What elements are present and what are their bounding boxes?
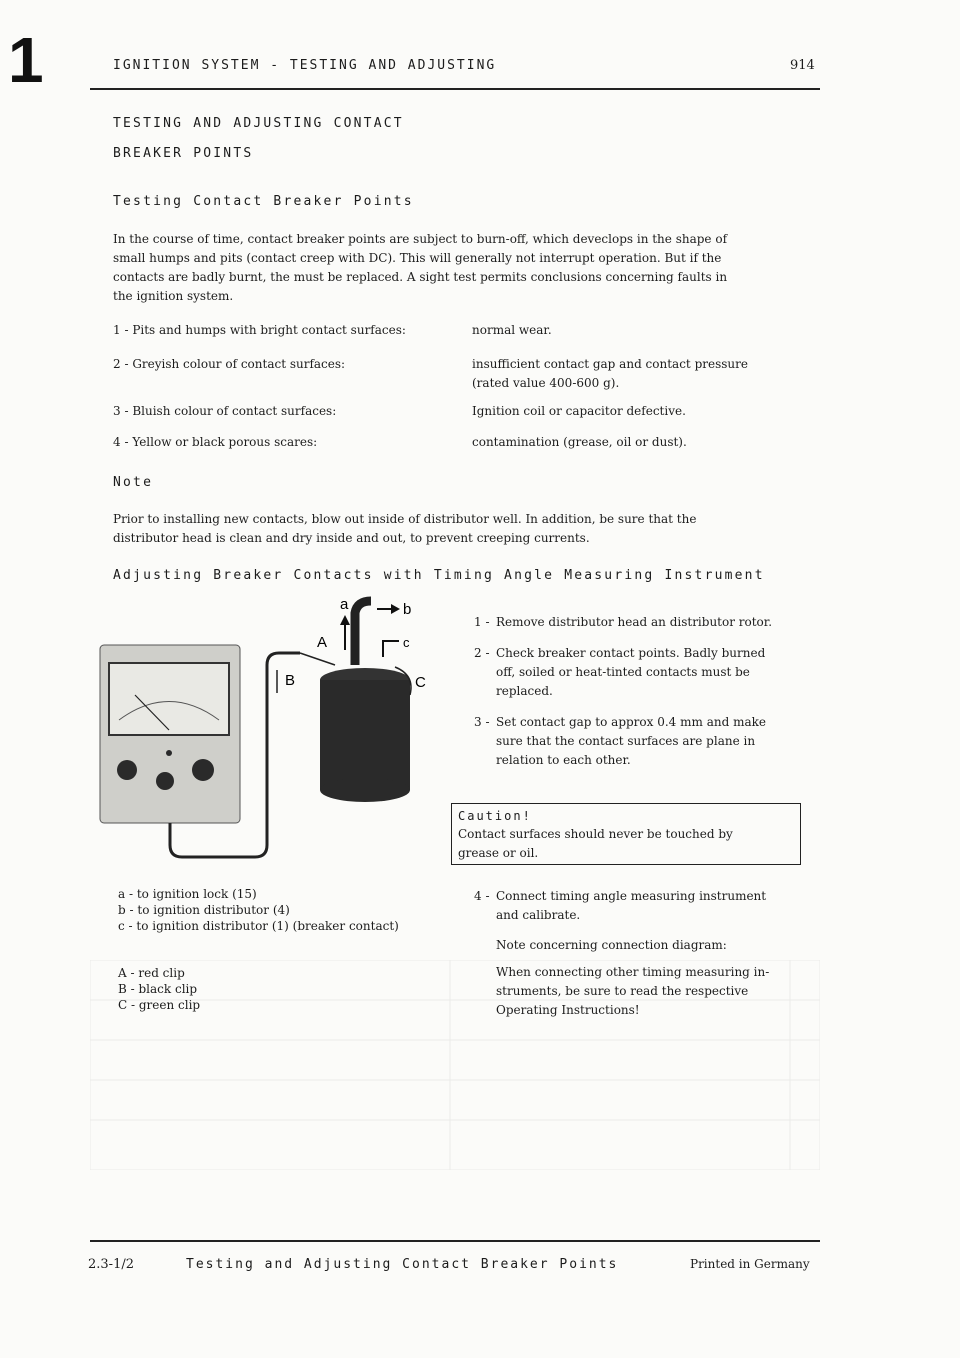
legend-item: c - to ignition distributor (1) (breaker contact)	[118, 919, 399, 933]
connection-note-heading: Note concerning connection diagram:	[496, 938, 727, 952]
arrow-a-head	[340, 615, 350, 625]
header-rule	[90, 88, 820, 90]
step-line: Remove distributor head an distributor rotor.	[496, 615, 773, 629]
legend-item: a - to ignition lock (15)	[118, 887, 257, 901]
header-title: IGNITION SYSTEM - TESTING AND ADJUSTING	[113, 58, 497, 73]
connection-diagram	[95, 595, 455, 870]
step-text	[496, 887, 766, 925]
step-line: off, soiled or heat-tinted contacts must be	[496, 665, 750, 679]
step-4	[474, 887, 814, 937]
step-text	[496, 713, 766, 770]
legend-item: B - black clip	[118, 982, 198, 996]
testing-paragraph	[113, 230, 793, 306]
note-paragraph	[113, 510, 793, 548]
paragraph-line: the ignition system.	[113, 289, 234, 303]
caution-box	[451, 803, 801, 865]
step-item	[474, 613, 814, 632]
section-title-line-1: TESTING AND ADJUSTING CONTACT	[113, 116, 404, 131]
step-item	[474, 713, 814, 770]
caution-line: Contact surfaces should never be touched by	[458, 827, 733, 841]
note-line: Prior to installing new contacts, blow out inside of distributor well. In addition, be sure that the	[113, 512, 697, 526]
note-heading: Note	[113, 475, 154, 490]
footer-code: 2.3-1/2	[88, 1257, 134, 1272]
diagram-label-C: C	[415, 674, 426, 691]
step-line: sure that the contact surfaces are plane in	[496, 734, 756, 748]
condition-cause: 2 - Greyish colour of contact surfaces:	[113, 357, 346, 371]
show-through-background	[90, 960, 820, 1170]
header-page-number: 914	[790, 58, 815, 73]
diagram-label-c: c	[403, 635, 410, 650]
footer-title: Testing and Adjusting Contact Breaker Points	[186, 1257, 619, 1272]
step-text	[496, 644, 765, 701]
lead-a	[300, 653, 335, 665]
instrument-indicator	[166, 750, 172, 756]
step-line: Connect timing angle measuring instrument	[496, 889, 767, 903]
diagram-label-b: b	[403, 601, 412, 618]
coil-body	[320, 680, 410, 790]
step-number: 1 -	[474, 615, 490, 629]
coil-hv-lead	[355, 601, 371, 665]
diagram-label-B: B	[285, 672, 296, 689]
step-line: replaced.	[496, 684, 553, 698]
condition-result: normal wear.	[472, 323, 552, 337]
footer-rule	[90, 1240, 820, 1242]
caution-line: grease or oil.	[458, 846, 539, 860]
legend-item: C - green clip	[118, 998, 201, 1012]
note-line: distributor head is clean and dry inside and out, to prevent creeping currents.	[113, 531, 590, 545]
step-item	[474, 887, 814, 925]
adjusting-heading: Adjusting Breaker Contacts with Timing Angle Measuring Instrument	[113, 568, 765, 583]
diagram-label-A: A	[317, 634, 328, 651]
instrument-knob-center	[156, 772, 174, 790]
condition-cause: 4 - Yellow or black porous scares:	[113, 435, 318, 449]
step-line: Set contact gap to approx 0.4 mm and make	[496, 715, 766, 729]
step-item	[474, 644, 814, 701]
condition-result-line: insufficient contact gap and contact pressure	[472, 357, 748, 371]
diagram-label-a: a	[340, 596, 349, 613]
condition-result: Ignition coil or capacitor defective.	[472, 404, 686, 418]
paragraph-line: contacts are badly burnt, the must be replaced. A sight test permits conclusions concerning faults in	[113, 270, 728, 284]
caution-title: Caution!	[458, 809, 532, 823]
step-line: Check breaker contact points. Badly burned	[496, 646, 766, 660]
paragraph-line: In the course of time, contact breaker points are subject to burn-off, which deveclops in the shape of	[113, 232, 728, 246]
condition-result-line: (rated value 400-600 g).	[472, 376, 620, 390]
connection-note-line: Operating Instructions!	[496, 1003, 640, 1017]
connection-note-line: When connecting other timing measuring in-	[496, 965, 770, 979]
coil-bottom	[320, 778, 410, 802]
step-line: and calibrate.	[496, 908, 581, 922]
step-line: relation to each other.	[496, 753, 631, 767]
chapter-number: 1	[8, 24, 44, 96]
instrument-knob-left	[117, 760, 137, 780]
paragraph-line: small humps and pits (contact creep with DC). This will generally not interrupt operation. But if the	[113, 251, 722, 265]
legend-item: b - to ignition distributor (4)	[118, 903, 290, 917]
condition-cause: 3 - Bluish colour of contact surfaces:	[113, 404, 337, 418]
arrow-c	[383, 641, 399, 657]
meter-window	[109, 663, 229, 735]
steps-list	[474, 613, 814, 782]
instrument-knob-right	[192, 759, 214, 781]
connection-note-line: struments, be sure to read the respective	[496, 984, 749, 998]
step-number: 2 -	[474, 646, 490, 660]
condition-cause: 1 - Pits and humps with bright contact surfaces:	[113, 323, 406, 337]
step-number: 4 -	[474, 889, 490, 903]
footer-printed: Printed in Germany	[690, 1257, 810, 1271]
legend-leads	[118, 886, 399, 934]
arrow-b-head	[391, 604, 400, 614]
step-text	[496, 613, 772, 632]
section-title-line-2: BREAKER POINTS	[113, 146, 254, 161]
legend-item: A - red clip	[118, 966, 185, 980]
testing-heading: Testing Contact Breaker Points	[113, 194, 414, 209]
step-number: 3 -	[474, 715, 490, 729]
condition-result: contamination (grease, oil or dust).	[472, 435, 687, 449]
condition-result	[472, 355, 802, 393]
